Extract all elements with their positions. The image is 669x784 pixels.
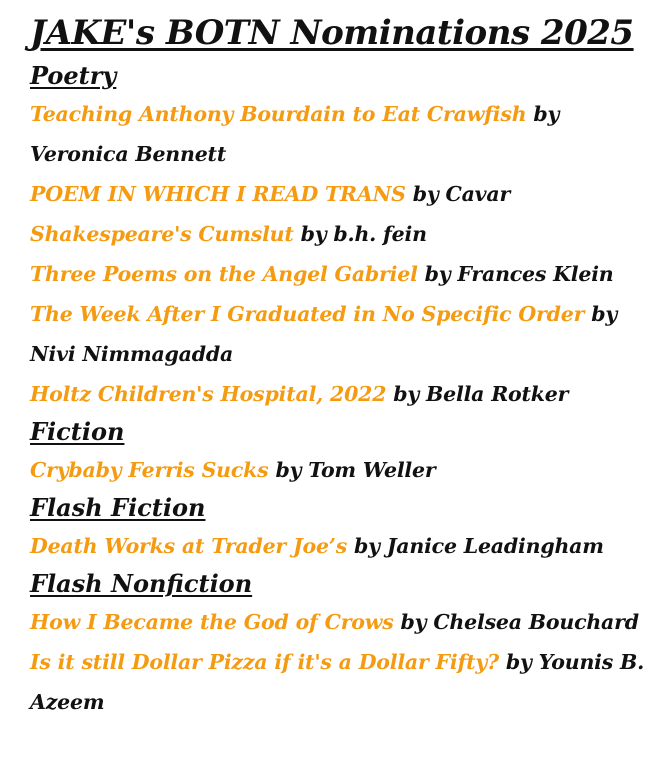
entry-title-link[interactable]: Holtz Children's Hospital, 2022 — [30, 382, 387, 406]
list-item — [30, 214, 660, 254]
entry-by-label: by — [424, 262, 451, 286]
page-title: JAKE's BOTN Nominations 2025 — [30, 13, 634, 53]
section-heading-fiction: Fiction — [30, 417, 125, 446]
list-item — [30, 450, 660, 490]
entry-title-link[interactable]: The Week After I Graduated in No Specific Order — [30, 302, 585, 326]
entry-by-label: by — [300, 222, 327, 246]
entry-author: Younis B. Azeem — [30, 650, 645, 714]
list-item — [30, 294, 660, 374]
entry-author: Veronica Bennett — [30, 142, 227, 166]
entry-by-label: by — [354, 534, 380, 558]
entry-by-label: by — [505, 650, 532, 674]
nominations-page — [30, 8, 660, 722]
section-flash-fiction — [30, 490, 660, 566]
entry-title-link[interactable]: Death Works at Trader Joe’s — [30, 534, 348, 558]
list-item — [30, 94, 660, 174]
entry-author: Frances Klein — [457, 262, 614, 286]
entry-title-link[interactable]: How I Became the God of Crows — [30, 610, 394, 634]
entry-title-link[interactable]: Crybaby Ferris Sucks — [30, 458, 269, 482]
section-heading-flash-nonfiction: Flash Nonfiction — [30, 569, 253, 598]
list-item — [30, 526, 660, 566]
list-item — [30, 602, 660, 642]
section-flash-nonfiction — [30, 566, 660, 722]
entry-author: Bella Rotker — [426, 382, 569, 406]
entry-title-link[interactable]: Teaching Anthony Bourdain to Eat Crawfish — [30, 102, 527, 126]
entry-title-link[interactable]: Shakespeare's Cumslut — [30, 222, 294, 246]
entry-title-link[interactable]: Three Poems on the Angel Gabriel — [30, 262, 418, 286]
entry-by-label: by — [533, 102, 560, 126]
section-heading-poetry: Poetry — [30, 61, 117, 90]
list-item — [30, 374, 660, 414]
entry-author: Cavar — [445, 182, 511, 206]
list-item — [30, 174, 660, 214]
section-heading-flash-fiction: Flash Fiction — [30, 493, 206, 522]
entry-author: Chelsea Bouchard — [433, 610, 639, 634]
entry-author: Nivi Nimmagadda — [30, 342, 234, 366]
entry-by-label: by — [400, 610, 427, 634]
list-item — [30, 254, 660, 294]
entry-title-link[interactable]: POEM IN WHICH I READ TRANS — [30, 182, 406, 206]
entry-by-label: by — [275, 458, 302, 482]
entry-by-label: by — [393, 382, 420, 406]
section-poetry — [30, 58, 660, 414]
entry-by-label: by — [591, 302, 618, 326]
entry-author: Janice Leadingham — [386, 534, 604, 558]
section-fiction — [30, 414, 660, 490]
entry-author: Tom Weller — [308, 458, 436, 482]
entry-title-link[interactable]: Is it still Dollar Pizza if it's a Dollar Fifty? — [30, 650, 499, 674]
entry-author: b.h. fein — [333, 222, 427, 246]
entry-by-label: by — [412, 182, 439, 206]
list-item — [30, 642, 660, 722]
